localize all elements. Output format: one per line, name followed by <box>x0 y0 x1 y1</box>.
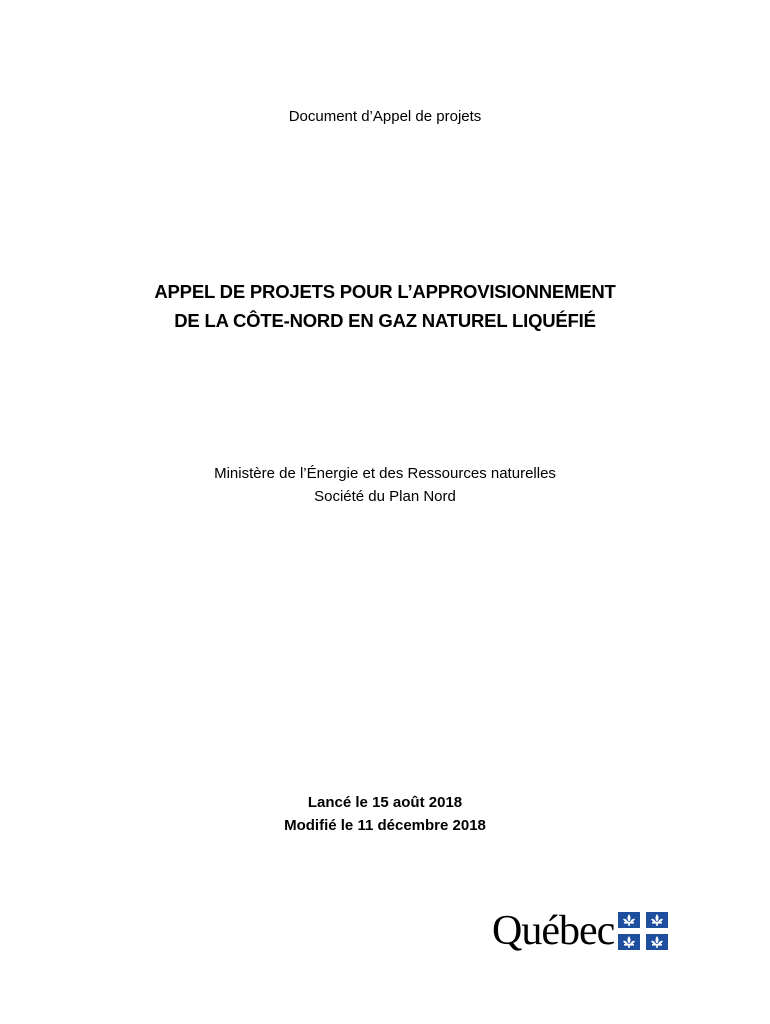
launch-date: Lancé le 15 août 2018 <box>307 794 463 811</box>
document-type-label: Document d’Appel de projets <box>288 108 482 125</box>
title-line-1: APPEL DE PROJETS POUR L’APPROVISIONNEMENT <box>154 281 616 302</box>
quebec-logo <box>492 904 668 958</box>
title-line-2: DE LA CÔTE-NORD EN GAZ NATUREL LIQUÉFIÉ <box>174 310 596 331</box>
ministry-name: Ministère de l’Énergie et des Ressources naturelles <box>214 465 556 482</box>
society-name: Société du Plan Nord <box>314 488 456 505</box>
quebec-flag-icon <box>618 912 668 950</box>
modified-date: Modifié le 11 décembre 2018 <box>284 817 486 834</box>
quebec-wordmark: Québec <box>492 908 615 954</box>
